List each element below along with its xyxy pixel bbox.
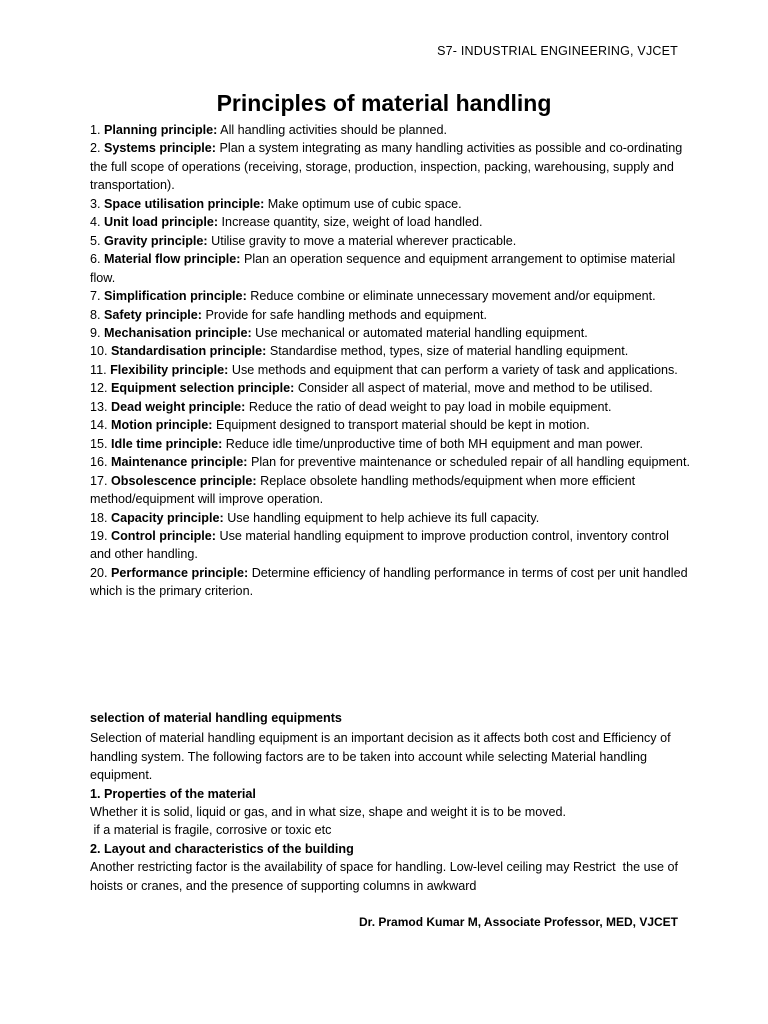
factor-text: Another restricting factor is the availability of space for handling. Low-level ceiling may Restrict the use of hoists or cranes, and the presence of supporting columns in awkward <box>90 860 682 893</box>
principle-name: Equipment selection principle: <box>111 381 295 396</box>
section-intro: Selection of material handling equipment is an important decision as it affects both cost and Efficiency of handling system. The following factors are to be taken into account while selecting Material handling equipment. <box>90 731 671 783</box>
principle-text: Replace obsolete handling methods/equipment when more efficient method/equipment will improve operation. <box>90 473 636 507</box>
principle-item <box>90 435 690 453</box>
principle-text: Standardise method, types, size of material handling equipment. <box>266 344 629 359</box>
principle-number: 15. <box>90 436 112 451</box>
principle-name: Motion principle: <box>111 418 213 433</box>
principle-name: Dead weight principle: <box>111 399 246 414</box>
principle-text: Use handling equipment to help achieve its full capacity. <box>223 510 540 525</box>
principle-text: Plan for preventive maintenance or scheduled repair of all handling equipment. <box>247 455 690 470</box>
principle-name: Standardisation principle: <box>111 344 267 359</box>
factor-heading: 1. Properties of the material <box>90 786 256 801</box>
principle-text: Make optimum use of cubic space. <box>264 196 462 211</box>
principle-number: 13. <box>90 399 112 414</box>
principle-number: 12. <box>90 381 112 396</box>
principle-item <box>90 195 690 213</box>
principle-number: 20. <box>90 565 112 580</box>
principle-text: Reduce the ratio of dead weight to pay load in mobile equipment. <box>245 399 612 414</box>
principle-text: Consider all aspect of material, move and method to be utilised. <box>294 381 653 396</box>
principle-name: Performance principle: <box>111 565 249 580</box>
principle-number: 4. <box>90 215 105 230</box>
factor-heading: 2. Layout and characteristics of the building <box>90 841 354 856</box>
selection-section <box>90 709 690 895</box>
principle-item <box>90 121 690 139</box>
principle-number: 3. <box>90 196 105 211</box>
principle-name: Space utilisation principle: <box>104 196 265 211</box>
principle-text: Use mechanical or automated material handling equipment. <box>251 325 588 340</box>
principle-item <box>90 342 690 360</box>
principle-name: Capacity principle: <box>111 510 224 525</box>
principle-text: Reduce idle time/unproductive time of both MH equipment and man power. <box>222 436 644 451</box>
principle-number: 1. <box>90 123 105 137</box>
principle-item <box>90 287 690 305</box>
principle-number: 7. <box>90 289 105 304</box>
principles-list <box>90 121 690 601</box>
principle-name: Simplification principle: <box>104 289 247 304</box>
principle-item <box>90 232 690 250</box>
principle-name: Safety principle: <box>104 307 202 322</box>
author-footer: Dr. Pramod Kumar M, Associate Professor, MED, VJCET <box>359 915 678 929</box>
principle-item <box>90 453 690 471</box>
principle-number: 5. <box>90 233 105 248</box>
principle-number: 2. <box>90 141 105 156</box>
principle-item <box>90 509 690 527</box>
principle-item <box>90 564 690 601</box>
page-title: Principles of material handling <box>216 90 552 116</box>
principle-name: Control principle: <box>111 528 216 543</box>
principle-item <box>90 398 690 416</box>
principle-number: 8. <box>90 307 105 322</box>
principle-item <box>90 361 690 379</box>
principle-name: Flexibility principle: <box>110 362 229 377</box>
principle-item <box>90 527 690 564</box>
principle-name: Systems principle: <box>104 141 217 156</box>
principle-name: Material flow principle: <box>104 252 241 267</box>
principle-name: Idle time principle: <box>111 436 223 451</box>
principle-number: 11. <box>90 362 111 377</box>
principle-text: Plan an operation sequence and equipment arrangement to optimise material flow. <box>90 252 676 285</box>
principle-item <box>90 379 690 397</box>
principle-text: Use material handling equipment to improve production control, inventory control and other handling. <box>90 528 669 562</box>
principle-name: Mechanisation principle: <box>104 325 252 340</box>
principle-text: All handling activities should be planned. <box>217 123 448 137</box>
principle-number: 10. <box>90 344 112 359</box>
principle-item <box>90 324 690 342</box>
principle-text: Use methods and equipment that can perform a variety of task and applications. <box>228 362 678 377</box>
principle-item <box>90 306 690 324</box>
principle-text: Plan a system integrating as many handling activities as possible and co-ordinating the full scope of operations (receiving, storage, production, inspection, packing, warehousing, supply and transportation). <box>90 141 683 193</box>
principle-item <box>90 139 690 194</box>
principle-text: Provide for safe handling methods and equipment. <box>202 307 487 322</box>
principle-name: Maintenance principle: <box>111 455 248 470</box>
principle-number: 17. <box>90 473 112 488</box>
principle-item <box>90 472 690 509</box>
principle-name: Obsolescence principle: <box>111 473 257 488</box>
section-heading: selection of material handling equipments <box>90 711 342 725</box>
principle-name: Unit load principle: <box>104 215 219 230</box>
principle-text: Reduce combine or eliminate unnecessary movement and/or equipment. <box>246 289 656 304</box>
course-header: S7- INDUSTRIAL ENGINEERING, VJCET <box>437 44 678 58</box>
principle-number: 6. <box>90 252 105 267</box>
principle-item <box>90 250 690 287</box>
principle-number: 16. <box>90 455 112 470</box>
factor-text: if a material is fragile, corrosive or toxic etc <box>90 823 332 838</box>
principle-text: Determine efficiency of handling performance in terms of cost per unit handled which is the primary criterion. <box>90 565 688 599</box>
principle-number: 9. <box>90 325 105 340</box>
principle-number: 19. <box>90 528 112 543</box>
principle-item <box>90 416 690 434</box>
principle-name: Planning principle: <box>104 123 218 137</box>
principle-number: 18. <box>90 510 112 525</box>
factor-text: Whether it is solid, liquid or gas, and in what size, shape and weight it is to be moved. <box>90 805 567 820</box>
principle-number: 14. <box>90 418 112 433</box>
principle-text: Utilise gravity to move a material wherever practicable. <box>207 233 517 248</box>
principle-text: Increase quantity, size, weight of load handled. <box>218 215 483 230</box>
principle-item <box>90 213 690 231</box>
principle-text: Equipment designed to transport material should be kept in motion. <box>212 418 590 433</box>
principle-name: Gravity principle: <box>104 233 208 248</box>
